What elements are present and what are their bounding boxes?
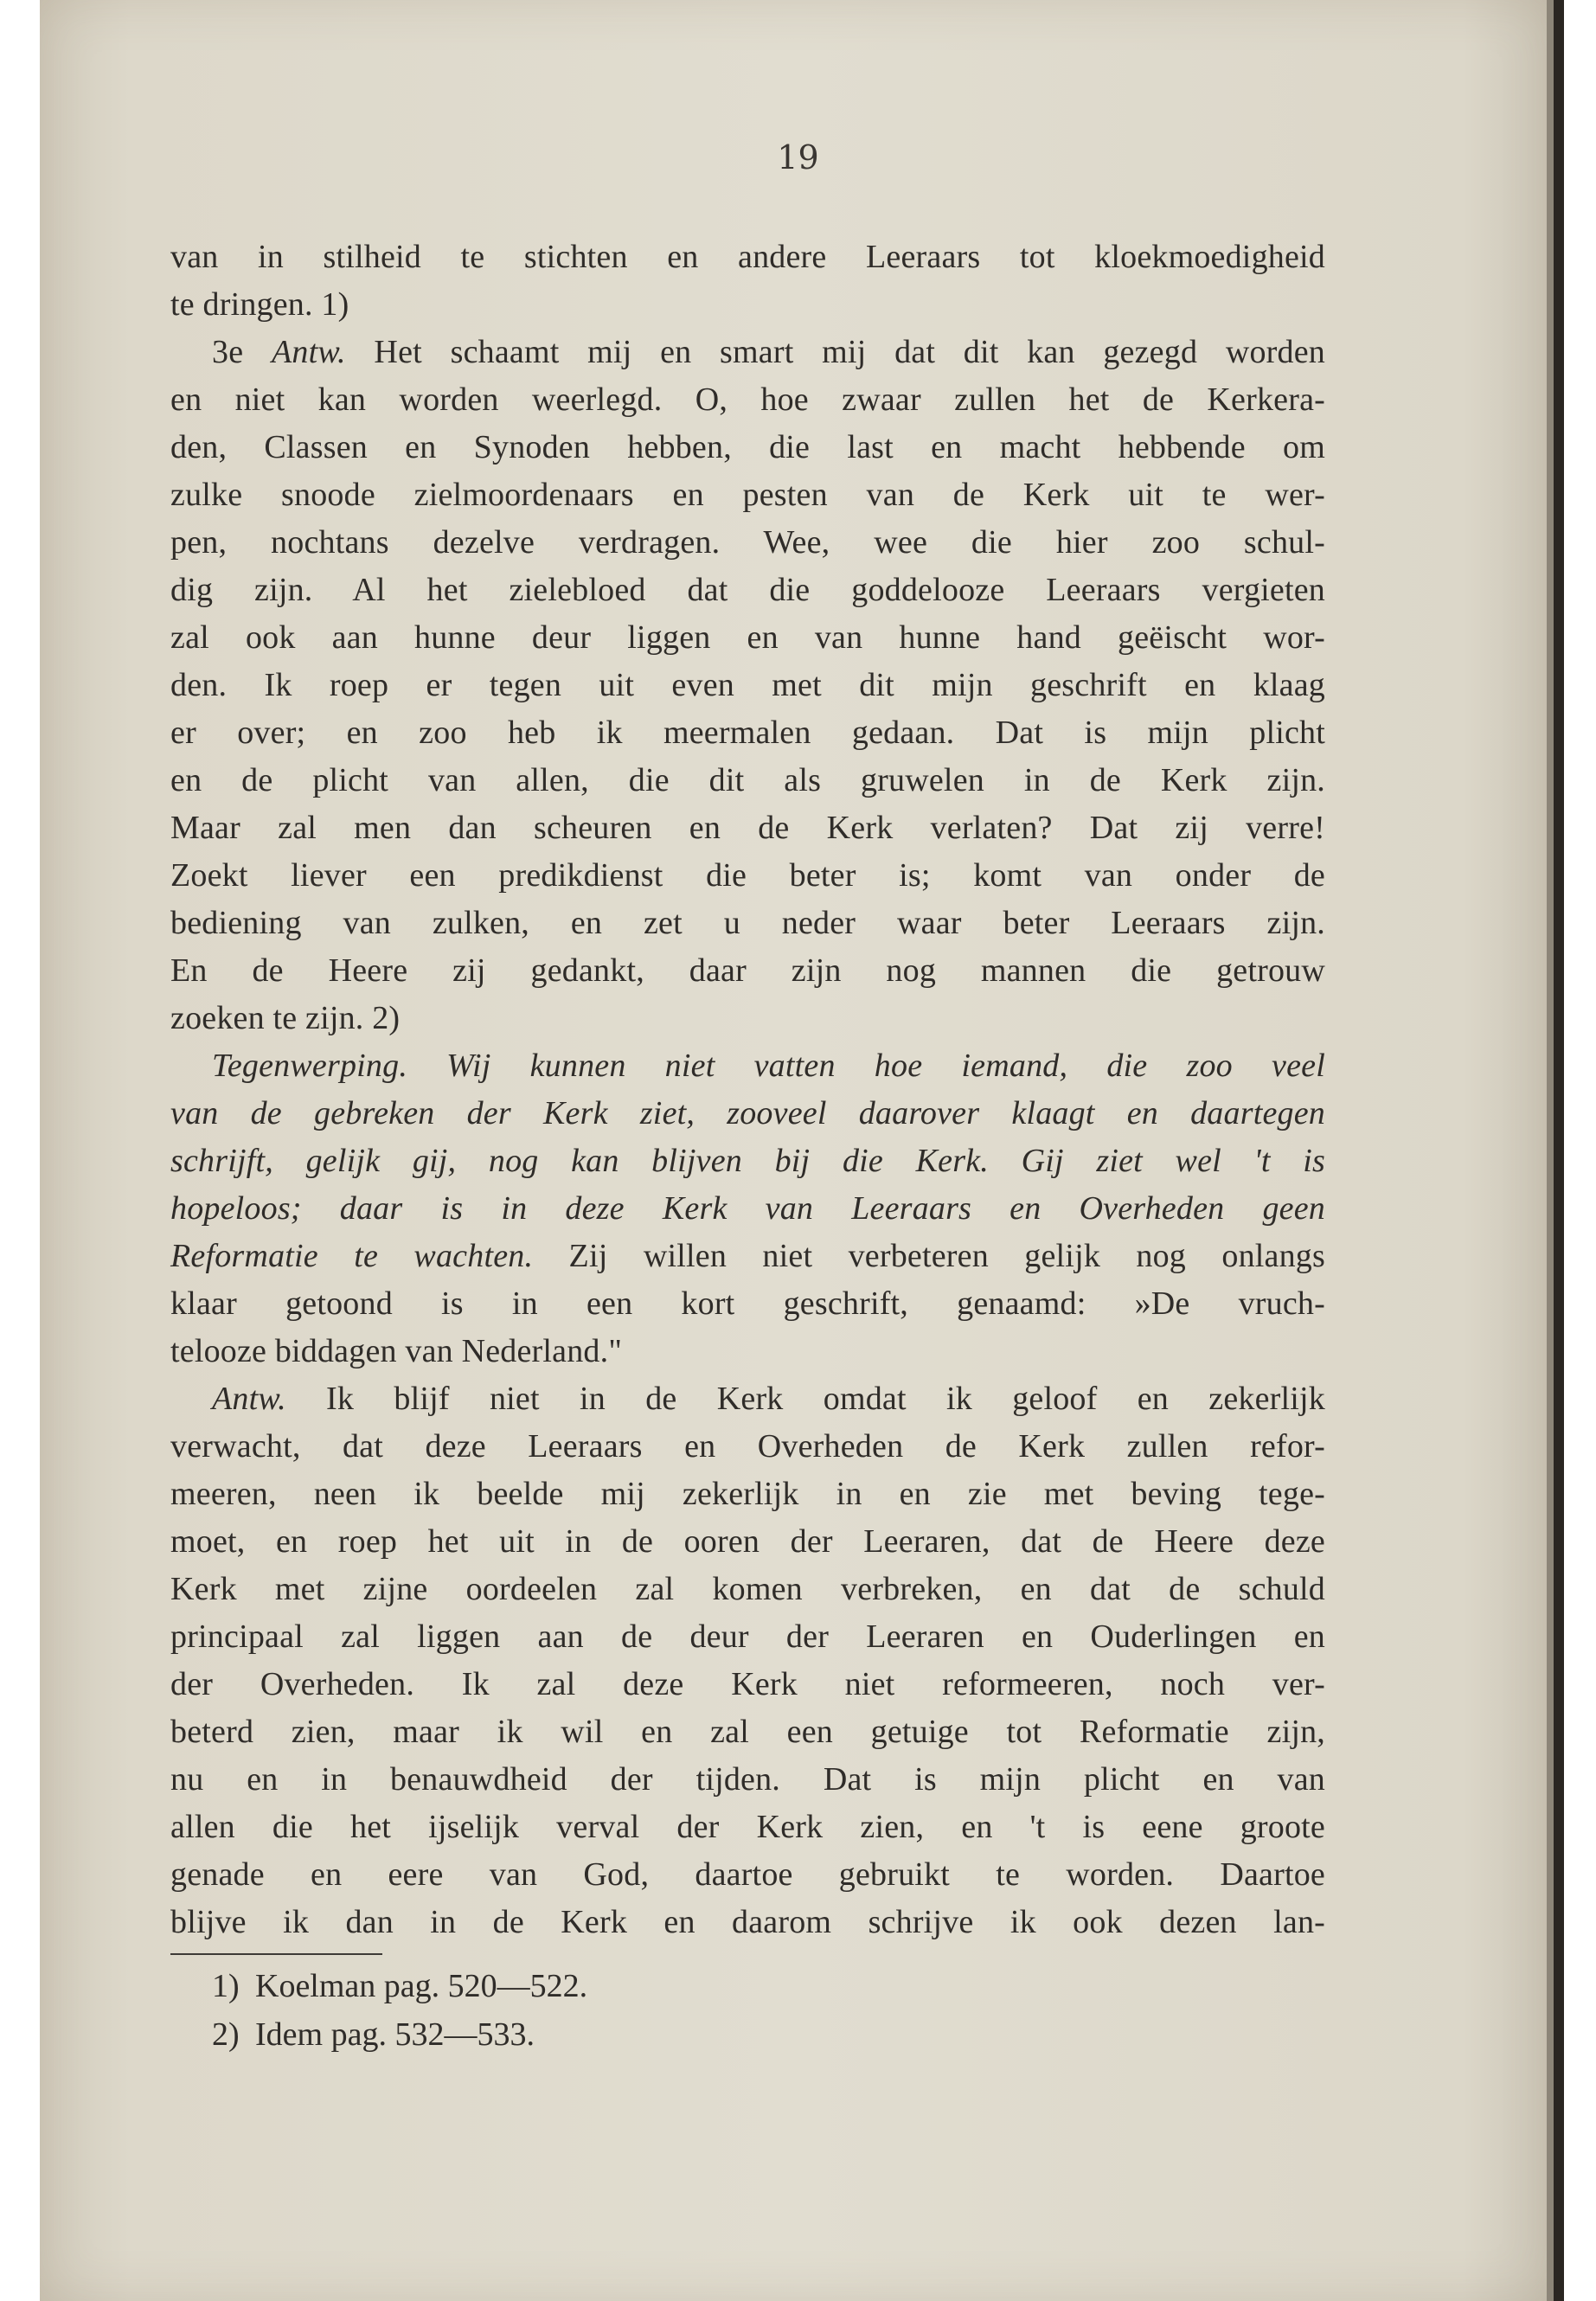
italic-text-segment: Antw.: [212, 1381, 286, 1417]
footnote: [212, 1962, 990, 2010]
text-line: [170, 900, 1325, 947]
text-segment: der Overheden. Ik zal deze Kerk niet reformeeren, noch ver-: [170, 1666, 1325, 1702]
text-line: [170, 1042, 1325, 1090]
text-segment: verwacht, dat deze Leeraars en Overheden de Kerk zullen refor-: [170, 1428, 1325, 1465]
footnotes: [212, 1962, 990, 2059]
text-segment: Het schaamt mij en smart mij dat dit kan gezegd worden: [345, 334, 1325, 370]
text-line: [170, 995, 1325, 1042]
text-segment: den. Ik roep er tegen uit even met dit mijn geschrift en klaag: [170, 667, 1325, 703]
text-line: [170, 1851, 1325, 1899]
text-segment: van in stilheid te stichten en andere Leeraars tot kloekmoedigheid: [170, 239, 1325, 275]
text-line: [170, 1090, 1325, 1138]
page-edge: [1554, 0, 1564, 2301]
text-segment: pen, nochtans dezelve verdragen. Wee, wee die hier zoo schul-: [170, 524, 1325, 561]
text-segment: dig zijn. Al het zielebloed dat die goddelooze Leeraars vergieten: [170, 572, 1325, 608]
text-line: [170, 376, 1325, 424]
footnote-text: Koelman pag. 520—522.: [255, 1968, 588, 2004]
text-segment: er over; en zoo heb ik meermalen gedaan. Dat is mijn plicht: [170, 715, 1325, 751]
text-segment: en de plicht van allen, die dit als gruwelen in de Kerk zijn.: [170, 762, 1325, 798]
italic-text-segment: Tegenwerping. Wij kunnen niet vatten hoe iemand, die zoo veel: [212, 1048, 1325, 1084]
text-segment: allen die het ijselijk verval der Kerk zien, en 't is eene groote: [170, 1809, 1325, 1845]
text-line: [170, 1708, 1325, 1756]
text-segment: nu en in benauwdheid der tijden. Dat is mijn plicht en van: [170, 1761, 1325, 1798]
text-line: [170, 1899, 1325, 1946]
text-line: [170, 1804, 1325, 1851]
text-line: [170, 709, 1325, 757]
text-segment: meeren, neen ik beelde mij zekerlijk in en zie met beving tege-: [170, 1476, 1325, 1512]
text-line: [170, 1138, 1325, 1185]
text-segment: Zij willen niet verbeteren gelijk nog onlangs: [533, 1238, 1325, 1274]
text-segment: beterd zien, maar ik wil en zal een getuige tot Reformatie zijn,: [170, 1714, 1325, 1750]
text-segment: Zoekt liever een predikdienst die beter is; komt van onder de: [170, 857, 1325, 894]
text-segment: genade en eere van God, daartoe gebruikt te worden. Daartoe: [170, 1856, 1325, 1893]
footnote-mark: 2): [212, 2016, 240, 2053]
text-line: [170, 1280, 1325, 1328]
italic-text-segment: Antw.: [271, 334, 346, 370]
text-line: [170, 1613, 1325, 1661]
text-segment: En de Heere zij gedankt, daar zijn nog mannen die getrouw: [170, 952, 1325, 989]
text-line: [170, 1518, 1325, 1566]
text-line: [170, 614, 1325, 662]
text-line: [170, 424, 1325, 471]
text-line: [170, 471, 1325, 519]
footnote-text: Idem pag. 532—533.: [255, 2016, 535, 2053]
text-line: [170, 1185, 1325, 1233]
text-segment: blijve ik dan in de Kerk en daarom schrijve ik ook dezen lan-: [170, 1904, 1325, 1940]
italic-text-segment: van de gebreken der Kerk ziet, zooveel daarover klaagt en daartegen: [170, 1095, 1325, 1131]
italic-text-segment: schrijft, gelijk gij, nog kan blijven bij die Kerk. Gij ziet wel 't is: [170, 1143, 1325, 1179]
text-line: [170, 1471, 1325, 1518]
text-segment: principaal zal liggen aan de deur der Leeraren en Ouderlingen en: [170, 1618, 1325, 1655]
text-segment: moet, en roep het uit in de ooren der Leeraren, dat de Heere deze: [170, 1523, 1325, 1560]
text-line: [170, 329, 1325, 376]
text-line: [170, 852, 1325, 900]
body-text: [170, 234, 1325, 1946]
text-line: [170, 1328, 1325, 1375]
italic-text-segment: hopeloos; daar is in deze Kerk van Leeraars en Overheden geen: [170, 1190, 1325, 1227]
text-line: [170, 1566, 1325, 1613]
text-line: [170, 234, 1325, 281]
text-segment: Ik blijf niet in de Kerk omdat ik geloof en zekerlijk: [285, 1381, 1325, 1417]
text-line: [170, 519, 1325, 567]
text-line: [170, 947, 1325, 995]
page-number: 19: [777, 138, 819, 176]
text-line: [170, 1423, 1325, 1471]
text-line: [170, 567, 1325, 614]
text-line: [170, 1661, 1325, 1708]
text-line: [170, 1375, 1325, 1423]
text-line: [170, 757, 1325, 804]
footnote: [212, 2010, 990, 2059]
text-line: [170, 281, 1325, 329]
footnote-mark: 1): [212, 1968, 240, 2004]
italic-text-segment: Reformatie te wachten.: [170, 1238, 534, 1274]
text-segment: Maar zal men dan scheuren en de Kerk verlaten? Dat zij verre!: [170, 810, 1325, 846]
text-segment: klaar getoond is in een kort geschrift, genaamd: »De vruch-: [170, 1285, 1325, 1322]
text-segment: bediening van zulken, en zet u neder waar beter Leeraars zijn.: [170, 905, 1325, 941]
page-edge-shadow: [1547, 0, 1554, 2301]
text-segment: Kerk met zijne oordeelen zal komen verbreken, en dat de schuld: [170, 1571, 1325, 1607]
text-segment: en niet kan worden weerlegd. O, hoe zwaar zullen het de Kerkera-: [170, 381, 1325, 418]
text-line: [170, 804, 1325, 852]
text-segment: te dringen. 1): [170, 286, 349, 323]
text-segment: telooze biddagen van Nederland.": [170, 1333, 623, 1369]
footnote-rule: [170, 1953, 382, 1955]
text-segment: 3e: [212, 334, 272, 370]
text-segment: zal ook aan hunne deur liggen en van hunne hand geëischt wor-: [170, 619, 1325, 656]
text-line: [170, 1756, 1325, 1804]
text-segment: den, Classen en Synoden hebben, die last en macht hebbende om: [170, 429, 1325, 465]
text-segment: zoeken te zijn. 2): [170, 1000, 401, 1036]
text-segment: zulke snoode zielmoordenaars en pesten van de Kerk uit te wer-: [170, 477, 1325, 513]
text-line: [170, 662, 1325, 709]
text-line: [170, 1233, 1325, 1280]
